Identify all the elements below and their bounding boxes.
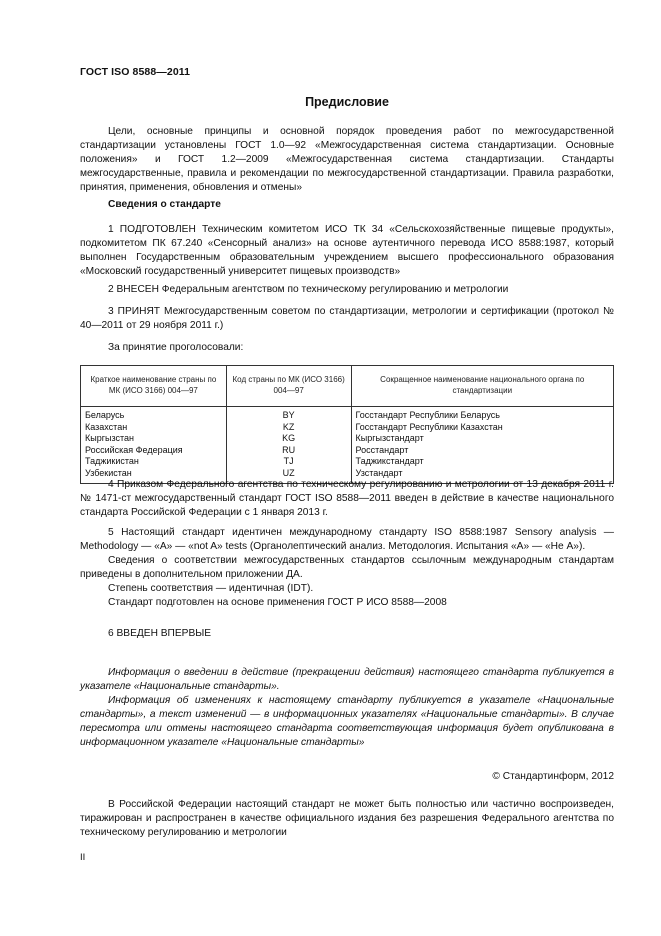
- cell-body: Узстандарт: [351, 468, 613, 483]
- item-3: 3 ПРИНЯТ Межгосударственным советом по стандартизации, метрологии и сертификации (протокол № 40—2011 от 29 ноября 2011 г.): [80, 306, 614, 331]
- cell-body: Росстандарт: [351, 445, 613, 457]
- table-row: [81, 456, 614, 468]
- table-row: [81, 433, 614, 445]
- rights-section: [80, 798, 614, 840]
- cell-code: KG: [226, 433, 351, 445]
- cell-body: Госстандарт Республики Казахстан: [351, 422, 613, 434]
- item-2-block: [80, 283, 614, 297]
- header-body: Сокращенное наименование национального органа по стандартизации: [351, 366, 613, 407]
- item-5-degree: Степень соответствия — идентичная (IDT).: [108, 583, 314, 594]
- cell-body: Госстандарт Республики Беларусь: [351, 407, 613, 422]
- item-5-block: [80, 526, 614, 610]
- item-6: 6 ВВЕДЕН ВПЕРВЫЕ: [108, 628, 212, 639]
- cell-country: Беларусь: [81, 407, 227, 422]
- header-country: Краткое наименование страны по МК (ИСО 3166) 004—97: [81, 366, 227, 407]
- item-2: 2 ВНЕСЕН Федеральным агентством по техническому регулированию и метрологии: [108, 284, 509, 295]
- item-4: 4 Приказом Федерального агентства по техническому регулированию и метрологии от 13 декабря 2011 г. № 1471-ст межгосударственный стандарт ГОСТ ISO 8588—2011 введен в действие в качестве национального стандарта Российской Федерации с 1 января 2013 г.: [80, 479, 614, 518]
- intro-section: [80, 125, 614, 195]
- item-5-info: Сведения о соответствии межгосударственных стандартов ссылочным международным стандартам приведены в дополнительном приложении ДА.: [80, 555, 614, 580]
- cell-code: TJ: [226, 456, 351, 468]
- vote-table-header: [81, 366, 614, 407]
- about-heading-block: [80, 198, 614, 212]
- cell-country: Кыргызстан: [81, 433, 227, 445]
- page-number: II: [80, 852, 86, 863]
- cell-code: UZ: [226, 468, 351, 483]
- cell-country: Российская Федерация: [81, 445, 227, 457]
- copyright-notice: © Стандартинформ, 2012: [492, 771, 614, 782]
- cell-country: Таджикистан: [81, 456, 227, 468]
- table-row: [81, 407, 614, 422]
- item-5-basis: Стандарт подготовлен на основе применения ГОСТ Р ИСО 8588—2008: [108, 597, 447, 608]
- voted-label: За принятие проголосовали:: [108, 342, 244, 353]
- cell-body: Кыргызстандарт: [351, 433, 613, 445]
- item-1-block: [80, 223, 614, 279]
- intro-paragraph: Цели, основные принципы и основной порядок проведения работ по межгосударственной стандартизации установлены ГОСТ 1.0—92 «Межгосударственная система стандартизации. Основные положения» и ГОСТ 1.2—2009 «Межгосударственная система стандартизации. Стандарты межгосударственные, правила и рекомендации по межгосударственной стандартизации. Правила разработки, принятия, применения, обновления и отмены»: [80, 126, 614, 193]
- header-code: Код страны по МК (ИСО 3166) 004—97: [226, 366, 351, 407]
- table-row: [81, 445, 614, 457]
- rights-paragraph: В Российской Федерации настоящий стандарт не может быть полностью или частично воспроизведен, тиражирован и распространен в качестве официального издания без разрешения Федерального агентства по техническому регулированию и метрологии: [80, 799, 614, 838]
- voted-block: [80, 341, 614, 355]
- item-5: 5 Настоящий стандарт идентичен международному стандарту ISO 8588:1987 Sensory analysis — Methodology — «A» — «not A» tests (Органолептический анализ. Методология. Испытания «A» — «Не A»).: [80, 527, 614, 552]
- item-3-block: [80, 305, 614, 333]
- info-paragraph-1: Информация о введении в действие (прекращении действия) настоящего стандарта публикуется в указателе «Национальные стандарты».: [80, 667, 614, 692]
- info-paragraph-2: Информация об изменениях к настоящему стандарту публикуется в указателе «Национальные стандарты», а текст изменений — в информационных указателях «Национальные стандарты». В случае пересмотра или отмены настоящего стандарта соответствующая информация будет опубликована в информационном указателе «Национальные стандарты»: [80, 695, 614, 748]
- cell-country: Казахстан: [81, 422, 227, 434]
- cell-country: Узбекистан: [81, 468, 227, 483]
- info-section: [80, 666, 614, 750]
- item-4-block: [80, 478, 614, 520]
- cell-body: Таджикстандарт: [351, 456, 613, 468]
- vote-table: [80, 365, 614, 484]
- cell-code: BY: [226, 407, 351, 422]
- item-6-block: [80, 627, 614, 641]
- page-title: Предисловие: [305, 95, 389, 109]
- item-1: 1 ПОДГОТОВЛЕН Техническим комитетом ИСО ТК 34 «Сельскохозяйственные пищевые продукты», подкомитетом ПК 67.240 «Сенсорный анализ» на основе аутентичного перевода ИСО 8588:1987, который выполнен Государственным образовательным учреждением высшего профессионального образования «Московский государственный университет пищевых производств»: [80, 224, 614, 277]
- document-code: ГОСТ ISO 8588—2011: [80, 66, 191, 78]
- cell-code: RU: [226, 445, 351, 457]
- table-row: [81, 422, 614, 434]
- cell-code: KZ: [226, 422, 351, 434]
- about-heading: Сведения о стандарте: [108, 199, 221, 210]
